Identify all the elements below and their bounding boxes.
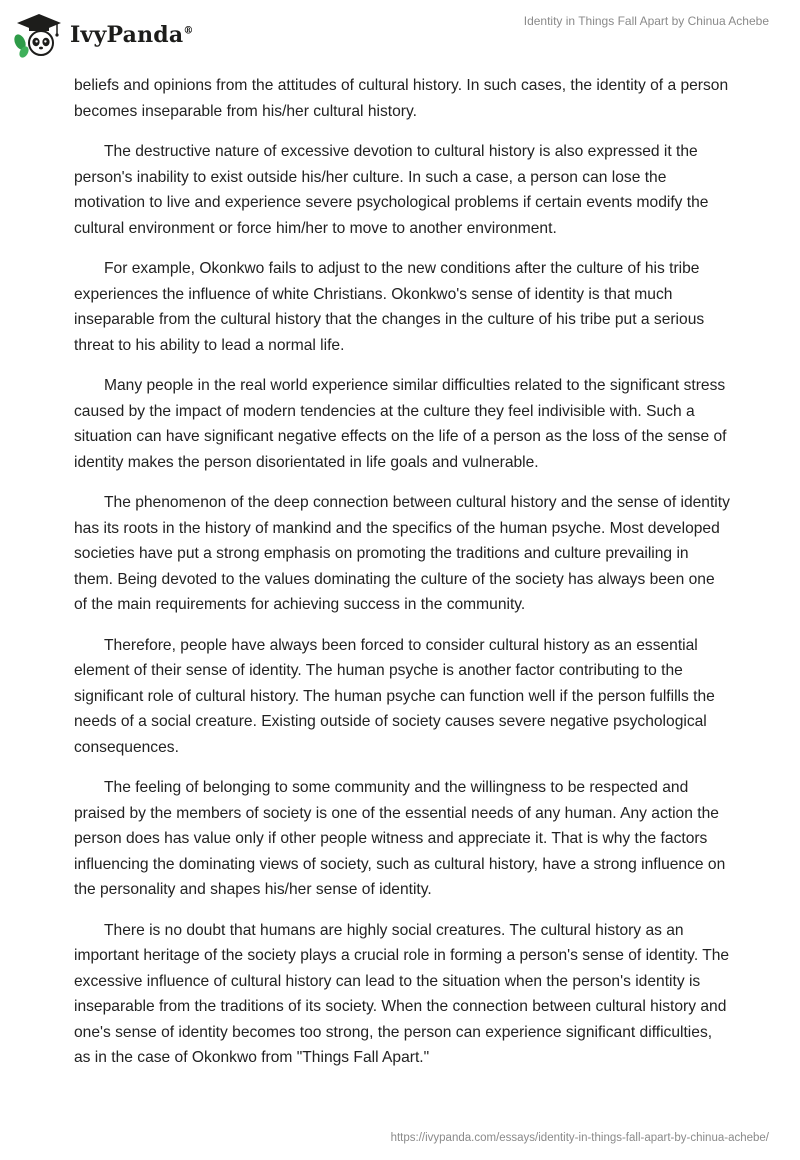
paragraph: The feeling of belonging to some community and the willingness to be respected and praised by the members of society is one of the essential needs of any human. Any action the person does has value only if other people witness and appreciate it. That is why the factors influencing the dominating views of society, such as cultural history, have a strong influence on the personality and shapes his/her sense of identity. [74, 779, 726, 898]
page-header [0, 0, 800, 70]
ivypanda-logo[interactable] [14, 10, 194, 60]
paragraph: The destructive nature of excessive devotion to cultural history is also expressed it the person's inability to exist outside his/her culture. In such a case, a person can lose the motivation to live and experience severe psychological problems if certain events modify the cultural environment or force him/her to move to another environment. [74, 143, 709, 237]
essay-body [74, 73, 730, 1086]
paragraph: For example, Okonkwo fails to adjust to the new conditions after the culture of his tribe experiences the influence of white Christians. Okonkwo's sense of identity is that much inseparable from the cultural history that the changes in the culture of his tribe put a serious threat to his ability to lead a normal life. [74, 260, 705, 354]
paragraph: Many people in the real world experience similar difficulties related to the significant stress caused by the impact of modern tendencies at the culture they feel indivisible with. Such a situation can have significant negative effects on the life of a person as the loss of the sense of identity makes the person disorientated in life goals and vulnerable. [74, 377, 727, 471]
paragraph: Therefore, people have always been forced to consider cultural history as an essential element of their sense of identity. The human psyche is another factor contributing to the significant role of cultural history. The human psyche can function well if the person fulfills the needs of a social creature. Existing outside of society causes severe negative psychological consequences. [74, 636, 715, 756]
paragraph: There is no doubt that humans are highly social creatures. The cultural history as an important heritage of the society plays a crucial role in forming a person's sense of identity. The excessive influence of cultural history can lead to the situation when the person's identity is inseparable from the traditions of its society. When the connection between cultural history and one's sense of identity becomes too strong, the person can experience significant difficulties, as in the case of Okonkwo from "Things Fall Apart." [74, 921, 730, 1066]
paragraph: beliefs and opinions from the attitudes of cultural history. In such cases, the identity of a person becomes inseparable from his/her cultural history. [74, 77, 729, 120]
source-url[interactable]: https://ivypanda.com/essays/identity-in-things-fall-apart-by-chinua-achebe/ [390, 1132, 769, 1144]
paragraph: The phenomenon of the deep connection between cultural history and the sense of identity has its roots in the history of mankind and the specifics of the human psyche. Most developed societies have put a strong emphasis on promoting the traditions and culture prevailing in them. Being devoted to the values dominating the culture of the society has always been one of the main requirements for achieving success in the community. [74, 494, 730, 613]
brand-name: IvyPanda® [70, 22, 194, 48]
document-title: Identity in Things Fall Apart by Chinua Achebe [523, 14, 769, 28]
panda-graduation-cap-icon [14, 12, 64, 58]
